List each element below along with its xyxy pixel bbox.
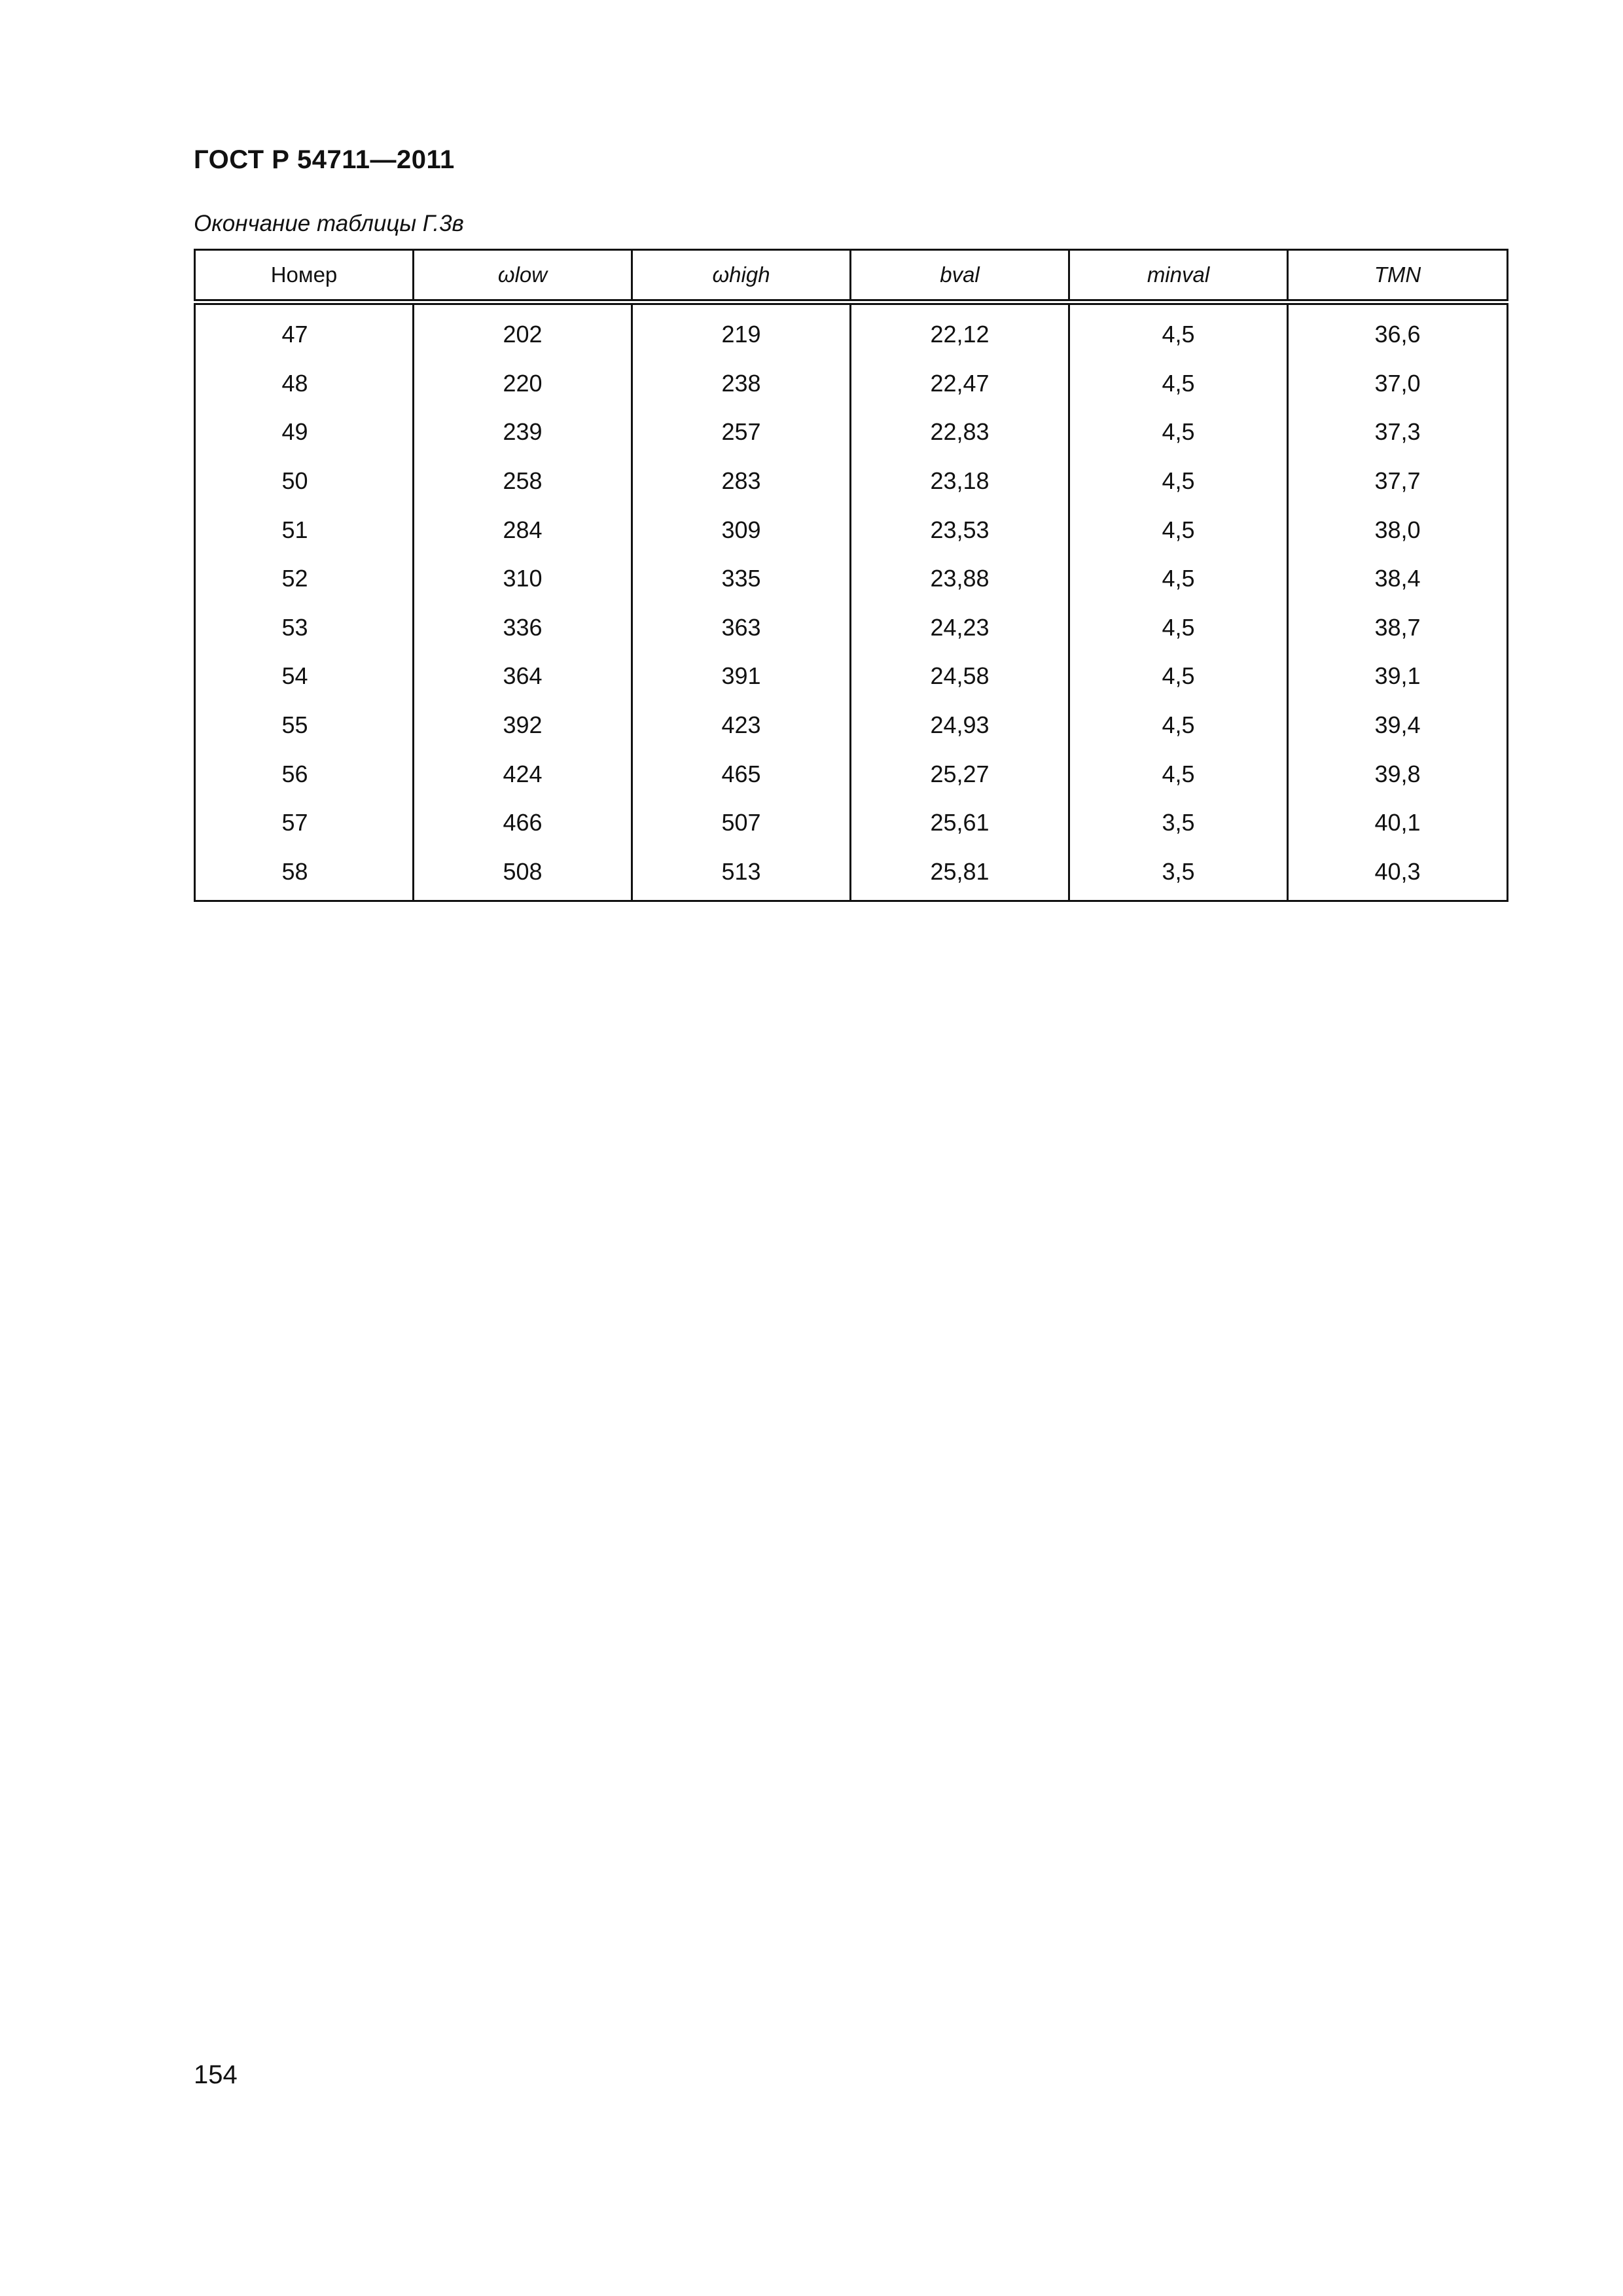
cell-tmn: 36,6 [1288, 302, 1508, 359]
cell-omega-high: 283 [632, 457, 851, 506]
cell-minval: 4,5 [1069, 457, 1288, 506]
cell-tmn: 39,1 [1288, 652, 1508, 701]
cell-omega-high: 219 [632, 302, 851, 359]
cell-tmn: 39,8 [1288, 749, 1508, 798]
table-row [195, 302, 1508, 359]
cell-minval: 4,5 [1069, 302, 1288, 359]
cell-number: 56 [195, 749, 414, 798]
cell-tmn: 37,3 [1288, 408, 1508, 457]
page-number: 154 [194, 2060, 238, 2089]
cell-bval: 22,12 [851, 302, 1069, 359]
cell-minval: 4,5 [1069, 408, 1288, 457]
table-caption: Окончание таблицы Г.3в [194, 211, 464, 236]
table-body [195, 302, 1508, 901]
cell-omega-high: 423 [632, 701, 851, 750]
cell-tmn: 39,4 [1288, 701, 1508, 750]
table-row [195, 505, 1508, 554]
table-row [195, 848, 1508, 901]
table-row [195, 603, 1508, 653]
cell-tmn: 38,7 [1288, 603, 1508, 653]
cell-bval: 25,61 [851, 798, 1069, 848]
cell-bval: 24,23 [851, 603, 1069, 653]
cell-omega-high: 513 [632, 848, 851, 901]
table-row [195, 554, 1508, 603]
cell-minval: 4,5 [1069, 554, 1288, 603]
cell-omega-low: 202 [414, 302, 632, 359]
table-row [195, 749, 1508, 798]
column-header-omega-low: ωlow [414, 250, 632, 302]
cell-number: 52 [195, 554, 414, 603]
table-row [195, 701, 1508, 750]
cell-omega-high: 335 [632, 554, 851, 603]
table-row [195, 652, 1508, 701]
cell-omega-low: 258 [414, 457, 632, 506]
cell-number: 51 [195, 505, 414, 554]
cell-number: 53 [195, 603, 414, 653]
table-row [195, 359, 1508, 408]
cell-omega-low: 220 [414, 359, 632, 408]
cell-bval: 25,27 [851, 749, 1069, 798]
cell-omega-high: 391 [632, 652, 851, 701]
cell-minval: 4,5 [1069, 701, 1288, 750]
cell-bval: 23,88 [851, 554, 1069, 603]
cell-omega-low: 466 [414, 798, 632, 848]
cell-bval: 22,83 [851, 408, 1069, 457]
cell-bval: 24,93 [851, 701, 1069, 750]
cell-tmn: 37,0 [1288, 359, 1508, 408]
cell-tmn: 37,7 [1288, 457, 1508, 506]
cell-number: 58 [195, 848, 414, 901]
document-title: ГОСТ Р 54711—2011 [194, 145, 455, 174]
cell-number: 48 [195, 359, 414, 408]
cell-omega-low: 310 [414, 554, 632, 603]
column-header-bval: bval [851, 250, 1069, 302]
cell-minval: 4,5 [1069, 505, 1288, 554]
cell-tmn: 40,1 [1288, 798, 1508, 848]
table-container [194, 249, 1507, 902]
cell-minval: 3,5 [1069, 848, 1288, 901]
cell-minval: 3,5 [1069, 798, 1288, 848]
cell-bval: 23,18 [851, 457, 1069, 506]
cell-bval: 25,81 [851, 848, 1069, 901]
cell-bval: 22,47 [851, 359, 1069, 408]
cell-tmn: 38,4 [1288, 554, 1508, 603]
cell-omega-high: 309 [632, 505, 851, 554]
cell-omega-low: 392 [414, 701, 632, 750]
cell-tmn: 40,3 [1288, 848, 1508, 901]
cell-minval: 4,5 [1069, 359, 1288, 408]
data-table [194, 249, 1508, 902]
cell-omega-high: 238 [632, 359, 851, 408]
cell-omega-low: 284 [414, 505, 632, 554]
cell-minval: 4,5 [1069, 603, 1288, 653]
cell-omega-high: 507 [632, 798, 851, 848]
cell-omega-high: 465 [632, 749, 851, 798]
cell-number: 49 [195, 408, 414, 457]
cell-minval: 4,5 [1069, 652, 1288, 701]
column-header-omega-high: ωhigh [632, 250, 851, 302]
cell-omega-low: 508 [414, 848, 632, 901]
table-row [195, 408, 1508, 457]
cell-bval: 23,53 [851, 505, 1069, 554]
cell-number: 55 [195, 701, 414, 750]
cell-minval: 4,5 [1069, 749, 1288, 798]
column-header-minval: minval [1069, 250, 1288, 302]
cell-omega-low: 239 [414, 408, 632, 457]
column-header-tmn: TMN [1288, 250, 1508, 302]
cell-omega-low: 364 [414, 652, 632, 701]
table-row [195, 798, 1508, 848]
cell-number: 54 [195, 652, 414, 701]
cell-number: 47 [195, 302, 414, 359]
cell-omega-low: 336 [414, 603, 632, 653]
table-row [195, 457, 1508, 506]
cell-tmn: 38,0 [1288, 505, 1508, 554]
column-header-number: Номер [195, 250, 414, 302]
cell-number: 57 [195, 798, 414, 848]
cell-bval: 24,58 [851, 652, 1069, 701]
table-header [195, 250, 1508, 302]
cell-omega-high: 257 [632, 408, 851, 457]
cell-number: 50 [195, 457, 414, 506]
cell-omega-high: 363 [632, 603, 851, 653]
cell-omega-low: 424 [414, 749, 632, 798]
header-row [195, 250, 1508, 302]
